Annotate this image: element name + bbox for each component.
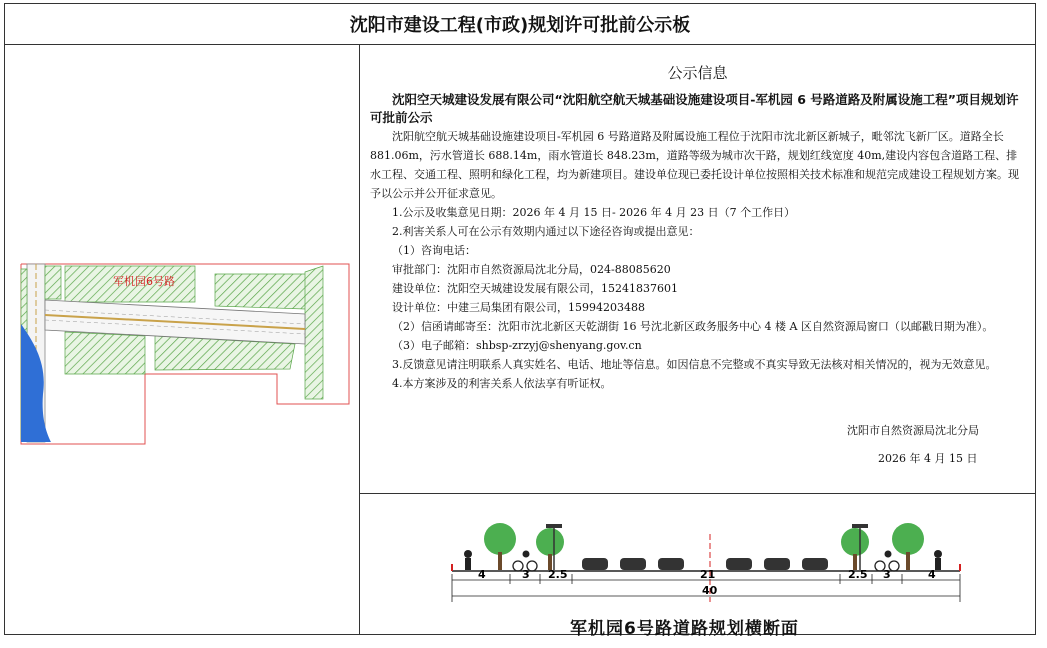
- notice-item: （3）电子邮箱：shbsp-zrzyj@shenyang.gov.cn: [392, 339, 642, 352]
- dimension-label: 4: [478, 568, 486, 581]
- green-belt: [305, 266, 323, 399]
- notice-item: 2.利害关系人可在公示有效期内通过以下途径咨询或提出意见：: [392, 225, 700, 238]
- board-title: 沈阳市建设工程(市政)规划许可批前公示板: [5, 4, 1035, 45]
- road-label: 军机园6号路: [113, 275, 175, 288]
- cross-section-caption: 军机园6号路道路规划横断面: [570, 619, 799, 639]
- dimension-label: 2.5: [848, 568, 868, 581]
- car-icon: [658, 558, 684, 570]
- dimension-label: 21: [700, 568, 716, 581]
- site-plan-panel: [5, 44, 360, 634]
- dimension-label: 3: [522, 568, 530, 581]
- signature-org: 沈阳市自然资源局沈北分局: [847, 424, 979, 437]
- tree-icon: [484, 523, 516, 570]
- cross-section-drawing: [360, 494, 1036, 634]
- car-icon: [764, 558, 790, 570]
- info-header: 公示信息: [667, 64, 728, 82]
- green-belt: [65, 332, 145, 374]
- notice-item: 审批部门：沈阳市自然资源局沈北分局，024-88085620: [392, 263, 671, 276]
- notice-item: 4.本方案涉及的利害关系人依法享有听证权。: [392, 377, 612, 390]
- dimension-label: 3: [883, 568, 891, 581]
- notice-title: 沈阳空天城建设发展有限公司“沈阳航空航天城基础设施建设项目-军机园 6 号路道路及附属设施工程”项目规划许可批前公示: [370, 92, 1019, 125]
- notice-item: 设计单位：中建三局集团有限公司，15994203488: [392, 301, 645, 314]
- notice-item: 建设单位：沈阳空天城建设发展有限公司，15241837601: [392, 282, 678, 295]
- notice-info-panel: [360, 44, 1035, 494]
- tree-icon: [841, 528, 869, 570]
- car-icon: [620, 558, 646, 570]
- site-plan-map: [5, 44, 359, 634]
- dimension-label: 2.5: [548, 568, 568, 581]
- green-belt: [215, 274, 315, 309]
- notice-item: （1）咨询电话：: [392, 244, 476, 257]
- green-belt: [45, 266, 61, 299]
- car-icon: [726, 558, 752, 570]
- dimension-label-total: 40: [702, 584, 718, 597]
- notice-item: 3.反馈意见请注明联系人真实姓名、电话、地址等信息。如因信息不完整或不真实导致无法核对相关情况的，视为无效意见。: [392, 358, 997, 371]
- cross-section-panel: [360, 494, 1035, 639]
- notice-item: （2）信函请邮寄至：沈阳市沈北新区天乾湖街 16 号沈北新区政务服务中心 4 楼 A 区自然资源局窗口（以邮戳日期为准）。: [392, 320, 994, 333]
- car-icon: [582, 558, 608, 570]
- notice-board: [4, 3, 1036, 639]
- pedestrian-icon: [934, 550, 942, 570]
- signature-date: 2026 年 4 月 15 日: [878, 452, 978, 465]
- tree-icon: [536, 528, 564, 570]
- notice-item: 1.公示及收集意见日期：2026 年 4 月 15 日- 2026 年 4 月 23 日（7 个工作日）: [392, 206, 796, 219]
- car-icon: [802, 558, 828, 570]
- pedestrian-icon: [464, 550, 472, 570]
- notice-intro: 沈阳航空航天城基础设施建设项目-军机园 6 号路道路及附属设施工程位于沈阳市沈北新区新城子，毗邻沈飞新厂区。道路全长 881.06m，污水管道长 688.14m，雨水管道长 848.23m，道路等级为城市次干路，规划红线宽度 40m,建设内容包含道路工程、排水工程、交通工程、照明和绿化工程，均为新建项目。建设单位现已委托设计单位按照相关技术标准和规范完成建设工程规划方案。现予以公示并公开征求意见。: [370, 130, 1019, 200]
- tree-icon: [892, 523, 924, 570]
- dimension-label: 4: [928, 568, 936, 581]
